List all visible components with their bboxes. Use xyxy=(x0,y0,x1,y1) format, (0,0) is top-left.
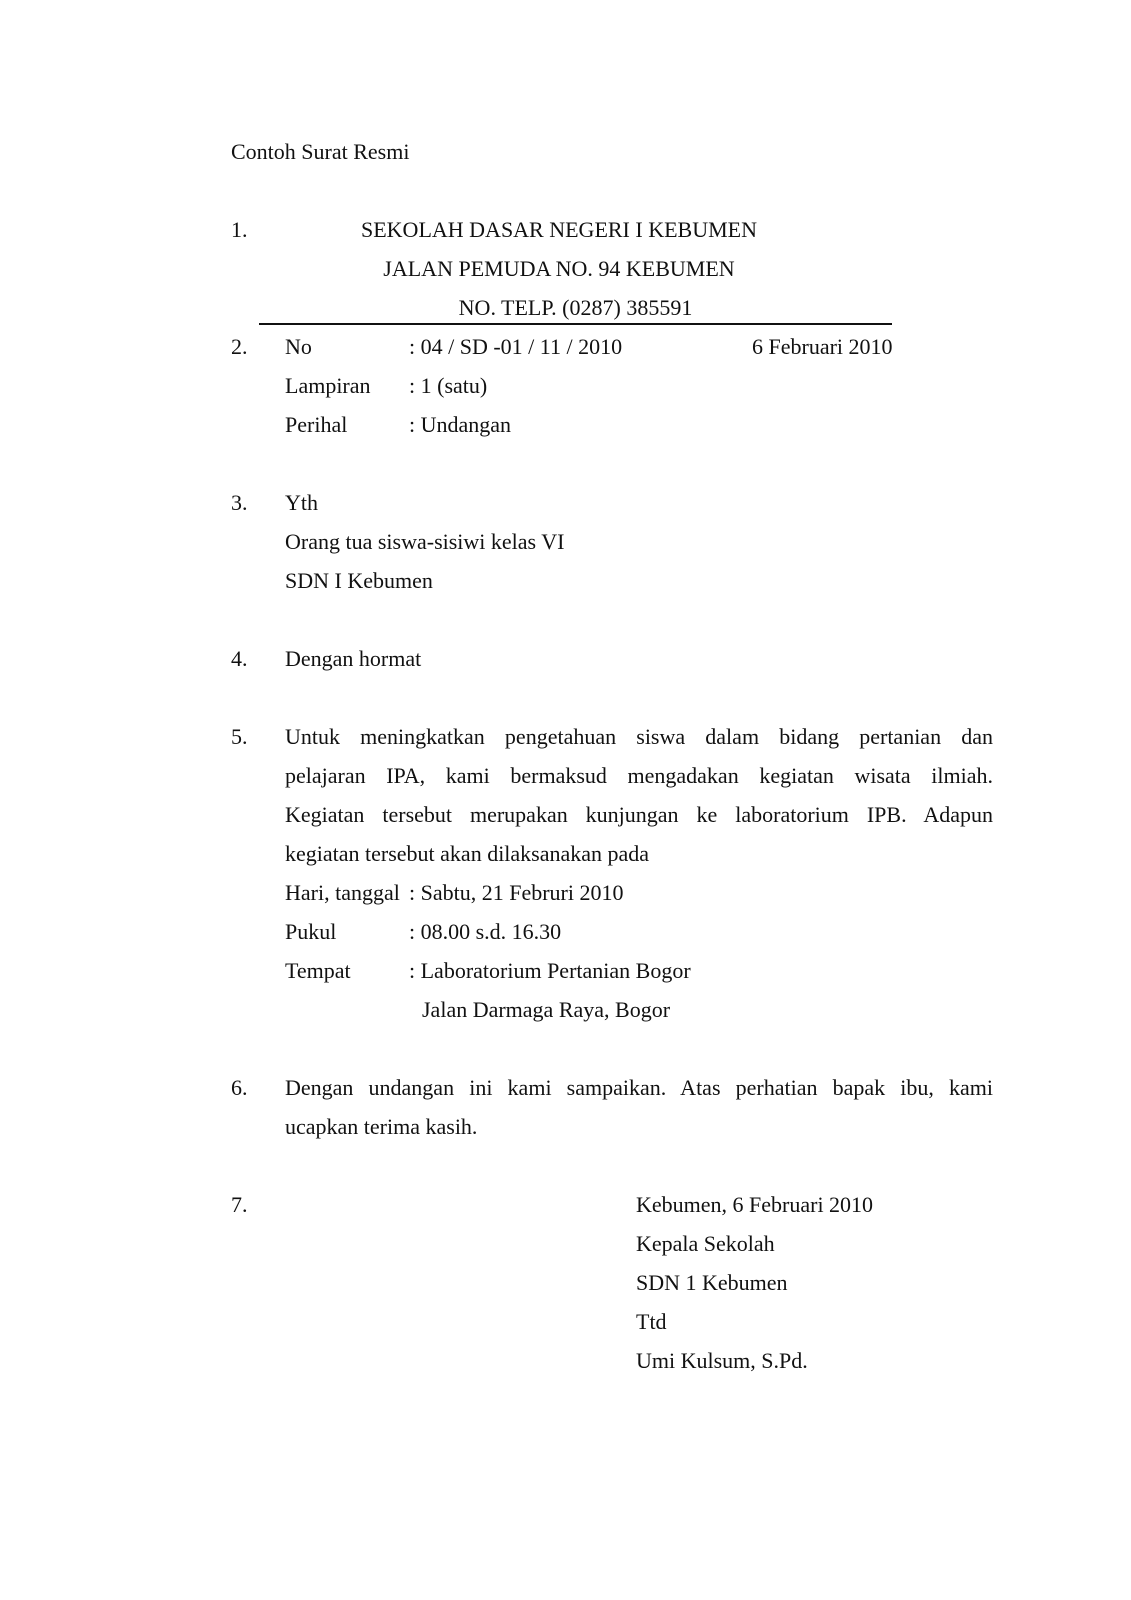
hari-label: Hari, tanggal xyxy=(285,880,400,905)
signature-ttd: Ttd xyxy=(636,1309,667,1334)
section-number-6: 6. xyxy=(231,1075,248,1100)
body-paragraph-line: pelajaran IPA, kami bermaksud mengadakan kegiatan wisata ilmiah. xyxy=(285,763,993,788)
section-number-3: 3. xyxy=(231,490,248,515)
lampiran-value: : 1 (satu) xyxy=(409,373,488,398)
signature-school: SDN 1 Kebumen xyxy=(636,1270,788,1295)
body-paragraph-line: kegiatan tersebut akan dilaksanakan pada xyxy=(285,841,650,866)
letterhead-address: JALAN PEMUDA NO. 94 KEBUMEN xyxy=(383,256,735,281)
section-number-7: 7. xyxy=(231,1192,248,1217)
body-paragraph-line: Untuk meningkatkan pengetahuan siswa dalam bidang pertanian dan xyxy=(285,724,993,749)
letter-date: 6 Februari 2010 xyxy=(752,334,893,359)
section-number-4: 4. xyxy=(231,646,248,671)
addressee-yth: Yth xyxy=(285,490,318,515)
greeting: Dengan hormat xyxy=(285,646,422,671)
section-number-2: 2. xyxy=(231,334,248,359)
document-title: Contoh Surat Resmi xyxy=(231,139,410,164)
section-number-5: 5. xyxy=(231,724,248,749)
lampiran-label: Lampiran xyxy=(285,373,371,398)
letterhead-school-name: SEKOLAH DASAR NEGERI I KEBUMEN xyxy=(361,217,757,242)
no-label: No xyxy=(285,334,312,359)
addressee-name: Orang tua siswa-sisiwi kelas VI xyxy=(285,529,565,554)
signature-place-date: Kebumen, 6 Februari 2010 xyxy=(636,1192,874,1217)
signer-name: Umi Kulsum, S.Pd. xyxy=(636,1348,808,1373)
tempat-value-address: Jalan Darmaga Raya, Bogor xyxy=(422,997,671,1022)
tempat-value: : Laboratorium Pertanian Bogor xyxy=(409,958,691,983)
closing-line: ucapkan terima kasih. xyxy=(285,1114,478,1139)
letterhead-divider xyxy=(259,323,892,325)
letterhead-phone: NO. TELP. (0287) 385591 xyxy=(458,295,693,320)
addressee-school: SDN I Kebumen xyxy=(285,568,433,593)
section-number-1: 1. xyxy=(231,217,248,242)
body-paragraph-line: Kegiatan tersebut merupakan kunjungan ke laboratorium IPB. Adapun xyxy=(285,802,993,827)
perihal-value: : Undangan xyxy=(409,412,512,437)
closing-line: Dengan undangan ini kami sampaikan. Atas perhatian bapak ibu, kami xyxy=(285,1075,993,1100)
signature-position: Kepala Sekolah xyxy=(636,1231,775,1256)
hari-value: : Sabtu, 21 Februri 2010 xyxy=(409,880,624,905)
perihal-label: Perihal xyxy=(285,412,348,437)
no-value: : 04 / SD -01 / 11 / 2010 xyxy=(409,334,623,359)
pukul-label: Pukul xyxy=(285,919,337,944)
pukul-value: : 08.00 s.d. 16.30 xyxy=(409,919,562,944)
tempat-label: Tempat xyxy=(285,958,351,983)
